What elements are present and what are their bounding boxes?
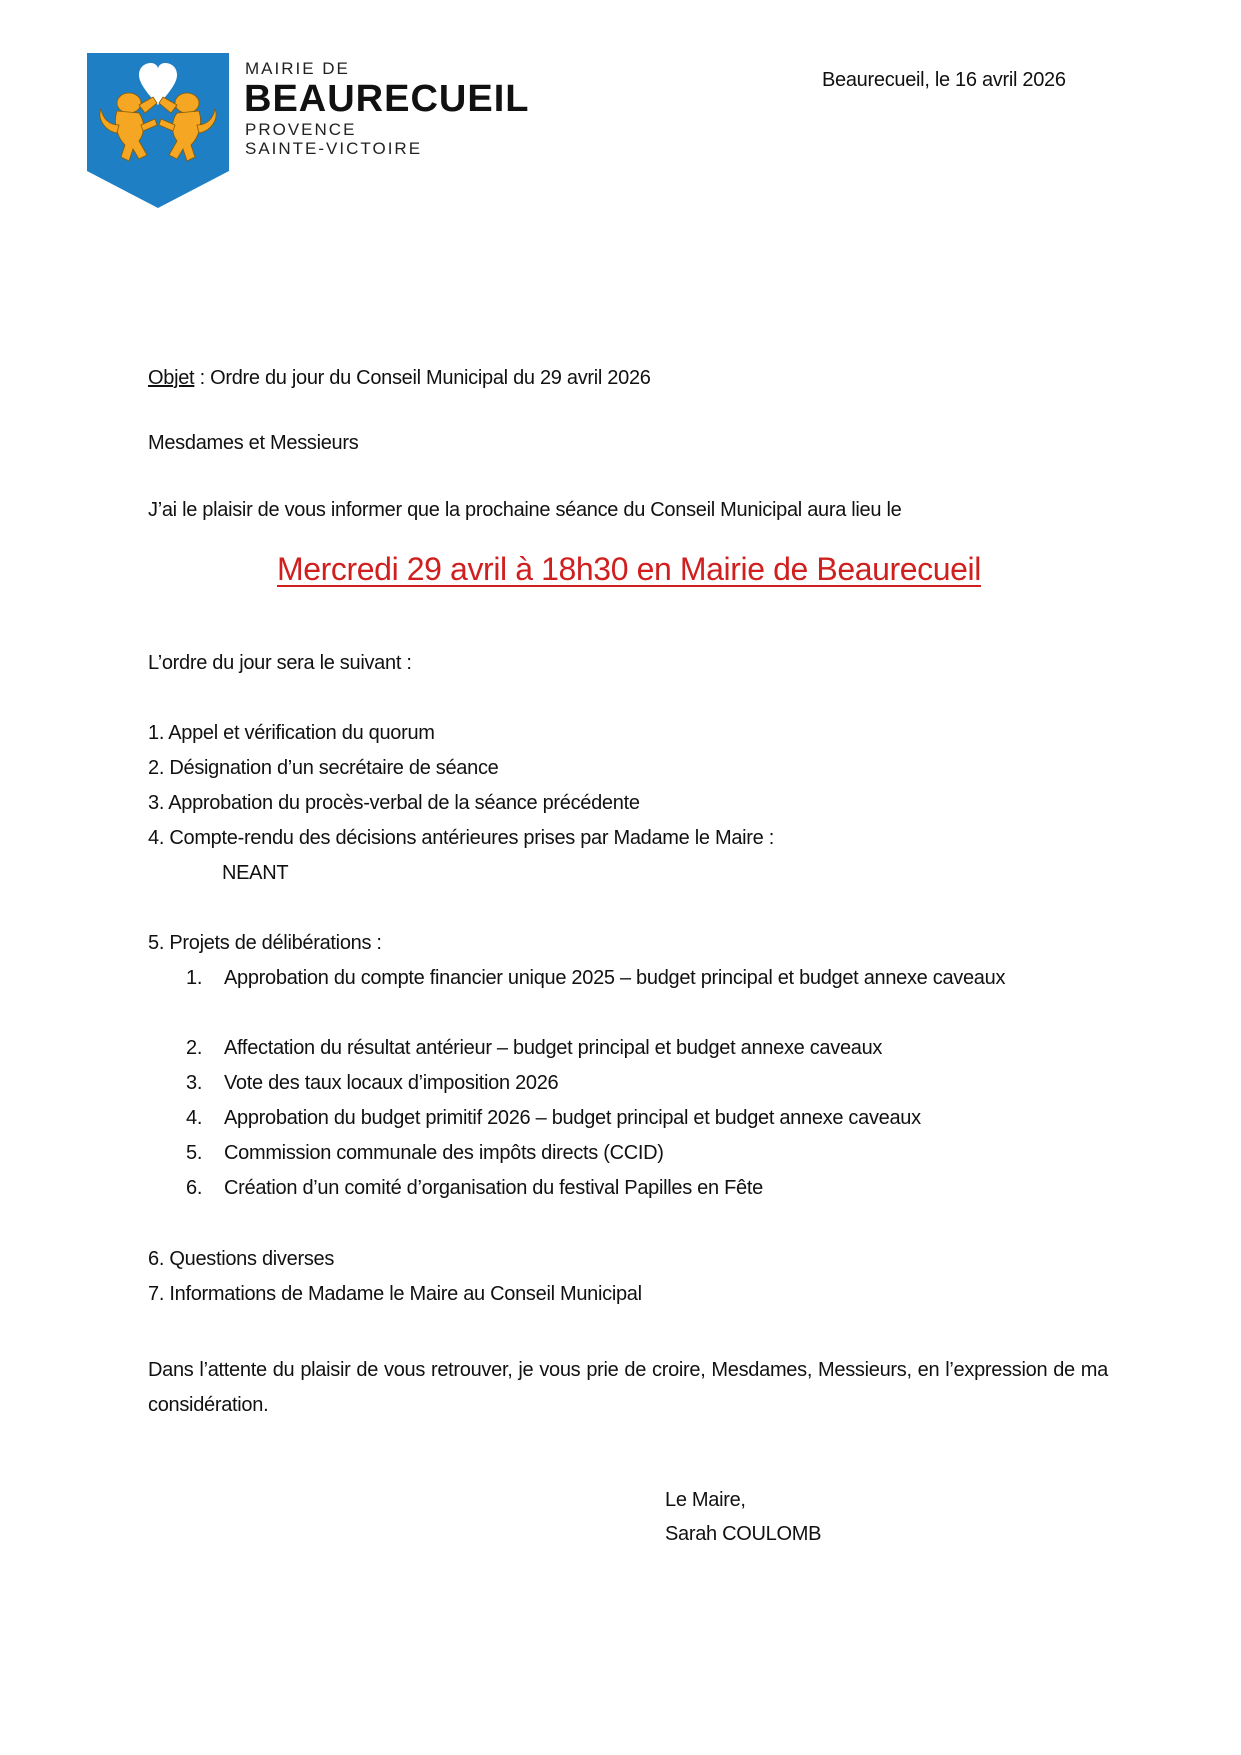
subject-label: Objet xyxy=(148,367,195,389)
deliberation-number: 3. xyxy=(186,1072,203,1094)
agenda-item-note: NEANT xyxy=(222,862,289,884)
subject-line xyxy=(148,366,651,390)
deliberation-item: Vote des taux locaux d’imposition 2026 xyxy=(224,1072,559,1094)
deliberation-number: 1. xyxy=(186,967,203,989)
logo-sainte-victoire: SAINTE-VICTOIRE xyxy=(245,139,423,158)
logo-mairie-de: MAIRIE DE xyxy=(245,59,350,78)
intro-paragraph: J’ai le plaisir de vous informer que la prochaine séance du Conseil Municipal aura lieu le xyxy=(148,499,902,521)
agenda-item: 4. Compte-rendu des décisions antérieures prises par Madame le Maire : xyxy=(148,827,774,849)
logo-town-name: BEAURECUEIL xyxy=(244,78,530,120)
deliberation-item: Approbation du budget primitif 2026 – budget principal et budget annexe caveaux xyxy=(224,1107,921,1129)
signature-title: Le Maire, xyxy=(665,1489,746,1511)
signature-name: Sarah COULOMB xyxy=(665,1523,822,1545)
deliberation-item: Commission communale des impôts directs (CCID) xyxy=(224,1142,664,1164)
agenda-item: 1. Appel et vérification du quorum xyxy=(148,722,435,744)
deliberation-number: 5. xyxy=(186,1142,203,1164)
meeting-date-highlight: Mercredi 29 avril à 18h30 en Mairie de Beaurecueil xyxy=(277,551,981,587)
agenda-item: 2. Désignation d’un secrétaire de séance xyxy=(148,757,499,779)
salutation: Mesdames et Messieurs xyxy=(148,432,359,454)
closing-paragraph: Dans l’attente du plaisir de vous retrouver, je vous prie de croire, Mesdames, Messieurs, en l’expression de ma considération. xyxy=(148,1359,1108,1416)
agenda-item: 7. Informations de Madame le Maire au Conseil Municipal xyxy=(148,1283,642,1305)
deliberation-number: 4. xyxy=(186,1107,203,1129)
agenda-item: 3. Approbation du procès-verbal de la séance précédente xyxy=(148,792,640,814)
deliberation-item: Affectation du résultat antérieur – budget principal et budget annexe caveaux xyxy=(224,1037,883,1059)
agenda-item: 6. Questions diverses xyxy=(148,1248,335,1270)
coat-of-arms-shield-icon xyxy=(87,53,229,208)
deliberation-item: Création d’un comité d’organisation du festival Papilles en Fête xyxy=(224,1177,763,1199)
agenda-intro: L’ordre du jour sera le suivant : xyxy=(148,652,412,674)
deliberation-item: Approbation du compte financier unique 2025 – budget principal et budget annexe caveaux xyxy=(224,967,1006,989)
logo-provence: PROVENCE xyxy=(245,120,357,139)
deliberation-number: 6. xyxy=(186,1177,203,1199)
agenda-item: 5. Projets de délibérations : xyxy=(148,932,382,954)
letter-date: Beaurecueil, le 16 avril 2026 xyxy=(822,69,1066,91)
subject-text: : Ordre du jour du Conseil Municipal du 29 avril 2026 xyxy=(194,367,651,389)
deliberation-number: 2. xyxy=(186,1037,203,1059)
